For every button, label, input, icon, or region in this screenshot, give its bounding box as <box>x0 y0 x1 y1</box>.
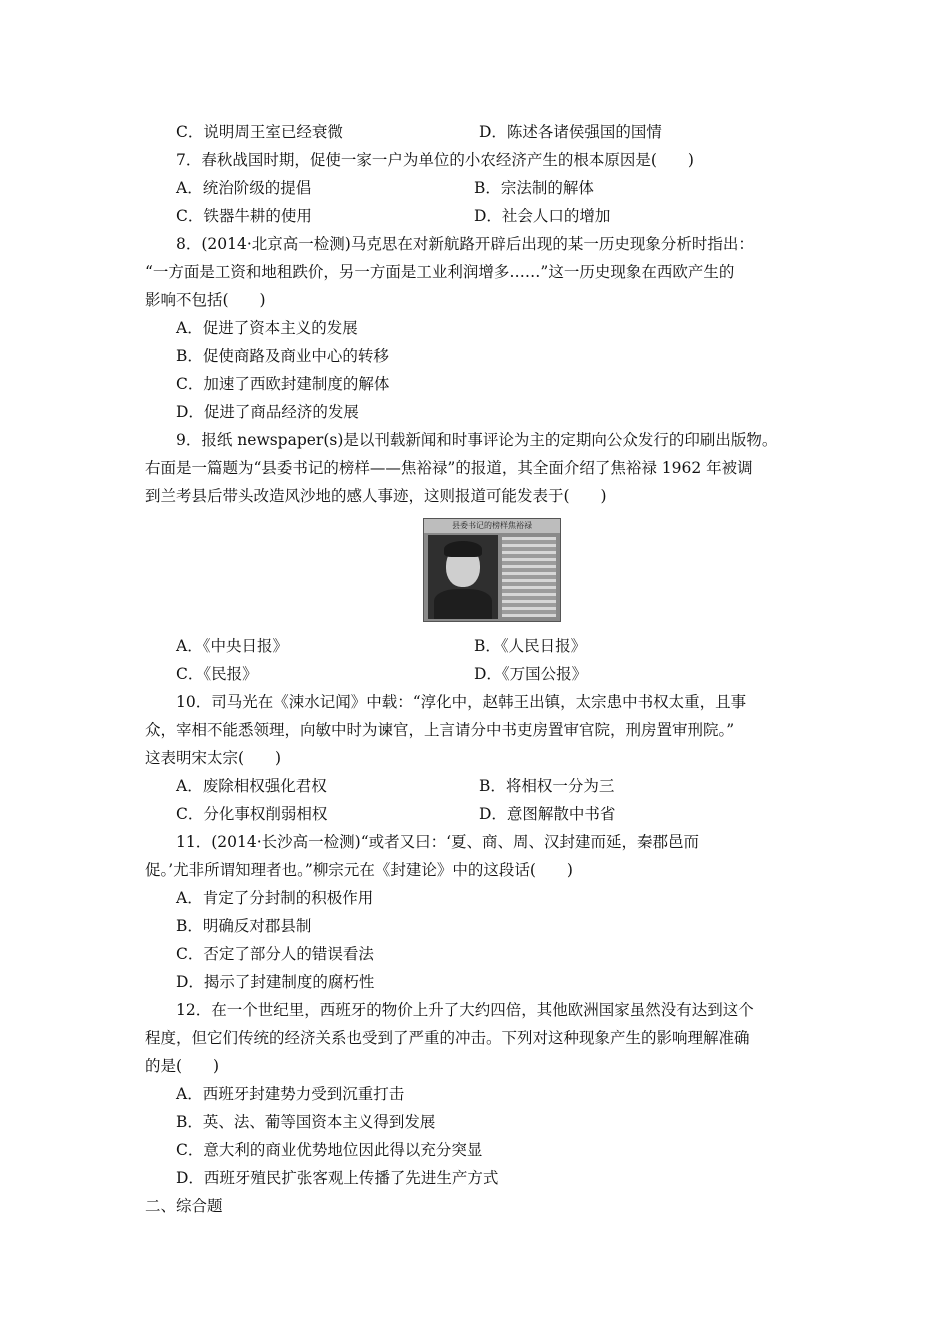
q8-option-a: A．促进了资本主义的发展 <box>176 319 358 337</box>
q9-option-c: C．《民报》 <box>176 665 258 683</box>
q8-option-b: B．促使商路及商业中心的转移 <box>176 347 389 365</box>
q12-option-a: A．西班牙封建势力受到沉重打击 <box>176 1085 405 1103</box>
q11-stem-line1: 11．(2014·长沙高一检测)“或者又曰：‘夏、商、周、汉封建而延，秦郡邑而 <box>176 833 700 851</box>
q8-stem-line1: 8．(2014·北京高一检测)马克思在对新航路开辟后出现的某一历史现象分析时指出： <box>176 235 754 253</box>
q10-option-a: A．废除相权强化君权 <box>176 777 327 795</box>
q10-option-c: C．分化事权削弱相权 <box>176 805 328 823</box>
q9-stem-line2: 右面是一篇题为“县委书记的榜样——焦裕禄”的报道，其全面介绍了焦裕禄 1962 年被调 <box>145 459 753 477</box>
q11-option-b: B．明确反对郡县制 <box>176 917 312 935</box>
q12-stem-line2: 程度，但它们传统的经济关系也受到了严重的冲击。下列对这种现象产生的影响理解准确 <box>145 1029 750 1047</box>
q11-option-c: C．否定了部分人的错误看法 <box>176 945 374 963</box>
q9-option-a: A．《中央日报》 <box>176 637 288 655</box>
q7-option-d: D．社会人口的增加 <box>474 207 611 225</box>
q12-stem-line3: 的是( ) <box>145 1057 220 1075</box>
q12-option-b: B．英、法、葡等国资本主义得到发展 <box>176 1113 436 1131</box>
q6-option-d: D．陈述各诸侯强国的国情 <box>479 123 662 141</box>
q8-option-c: C．加速了西欧封建制度的解体 <box>176 375 390 393</box>
q12-option-d: D．西班牙殖民扩张客观上传播了先进生产方式 <box>176 1169 499 1187</box>
q8-option-d: D．促进了商品经济的发展 <box>176 403 359 421</box>
q9-stem-line1: 9．报纸 newspaper(s)是以刊载新闻和时事评论为主的定期向公众发行的印刷出版物。 <box>176 431 778 449</box>
newspaper-photo <box>423 518 561 622</box>
q11-stem-line2: 促。’尤非所谓知理者也。”柳宗元在《封建论》中的这段话( ) <box>145 861 573 879</box>
article-text-image <box>502 537 556 617</box>
q10-option-d: D．意图解散中书省 <box>479 805 616 823</box>
q7-option-c: C．铁器牛耕的使用 <box>176 207 312 225</box>
q9-stem-line3: 到兰考县后带头改造风沙地的感人事迹，这则报道可能发表于( ) <box>145 487 607 505</box>
q11-option-a: A．肯定了分封制的积极作用 <box>176 889 374 907</box>
q10-stem-line1: 10．司马光在《涑水记闻》中载：“淳化中，赵韩王出镇，太宗患中书权太重，且事 <box>176 693 747 711</box>
q7-stem: 7．春秋战国时期，促使一家一户为单位的小农经济产生的根本原因是( ) <box>176 151 694 169</box>
q7-option-b: B．宗法制的解体 <box>474 179 594 197</box>
section-heading-comprehensive: 二、综合题 <box>145 1197 223 1215</box>
q9-option-b: B．《人民日报》 <box>474 637 587 655</box>
q11-option-d: D．揭示了封建制度的腐朽性 <box>176 973 375 991</box>
q7-option-a: A．统治阶级的提倡 <box>176 179 312 197</box>
portrait-image <box>428 535 498 619</box>
q10-stem-line2: 众，宰相不能悉领理，向敏中时为谏官，上言请分中书吏房置审官院，刑房置审刑院。” <box>145 721 735 739</box>
q12-option-c: C．意大利的商业优势地位因此得以充分突显 <box>176 1141 483 1159</box>
q10-option-b: B．将相权一分为三 <box>479 777 615 795</box>
q12-stem-line1: 12．在一个世纪里，西班牙的物价上升了大约四倍，其他欧洲国家虽然没有达到这个 <box>176 1001 754 1019</box>
q10-stem-line3: 这表明宋太宗( ) <box>145 749 282 767</box>
q6-option-c: C．说明周王室已经衰微 <box>176 123 343 141</box>
photo-caption: 县委书记的榜样焦裕禄 <box>424 519 560 533</box>
q9-option-d: D．《万国公报》 <box>474 665 588 683</box>
q8-stem-line2: “一方面是工资和地租跌价，另一方面是工业利润增多……”这一历史现象在西欧产生的 <box>145 263 735 281</box>
q8-stem-line3: 影响不包括( ) <box>145 291 266 309</box>
